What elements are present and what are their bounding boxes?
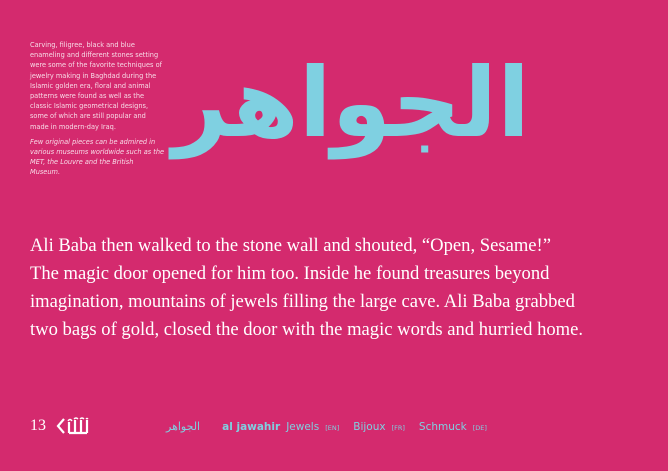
page-number: 13 xyxy=(30,417,46,434)
glossary-fr-word: Bijoux xyxy=(353,420,386,433)
page-footer xyxy=(30,414,650,438)
glossary-transliteration: al jawahir xyxy=(222,420,281,433)
arabic-title: الجواهر xyxy=(172,47,530,159)
story-line: imagination, mountains of jewels filling the large cave. Ali Baba grabbed xyxy=(30,291,575,312)
glossary-en-word: Jewels xyxy=(286,420,320,433)
sidebar-note xyxy=(30,40,165,183)
glossary-fr-tag: [FR] xyxy=(391,423,405,432)
story-text xyxy=(30,232,650,344)
glossary-en-tag: [EN] xyxy=(325,423,340,432)
story-line: The magic door opened for him too. Inside he found treasures beyond xyxy=(30,263,550,284)
glossary-arabic: الجواهر xyxy=(166,419,201,433)
story-line: two bags of gold, closed the door with the magic words and hurried home. xyxy=(30,319,584,340)
story-line: Ali Baba then walked to the stone wall and shouted, “Open, Sesame!” xyxy=(30,235,551,256)
arabic-letter-mark-icon xyxy=(56,415,90,437)
glossary xyxy=(166,420,495,433)
glossary-de-word: Schmuck xyxy=(418,420,467,433)
note-paragraph: Carving, filigree, black and blue enameling and different stones setting were some of the favorite techniques of jewelry making in Baghdad during the Islamic golden era, floral and animal patterns were found as well as the classic Islamic geometrical designs, some of which are still popular and made in modern-day Iraq. xyxy=(30,41,162,131)
glossary-de-tag: [DE] xyxy=(472,423,487,432)
note-paragraph-italic: Few original pieces can be admired in various museums worldwide such as the MET, the Louvre and the British Museum. xyxy=(30,137,165,177)
